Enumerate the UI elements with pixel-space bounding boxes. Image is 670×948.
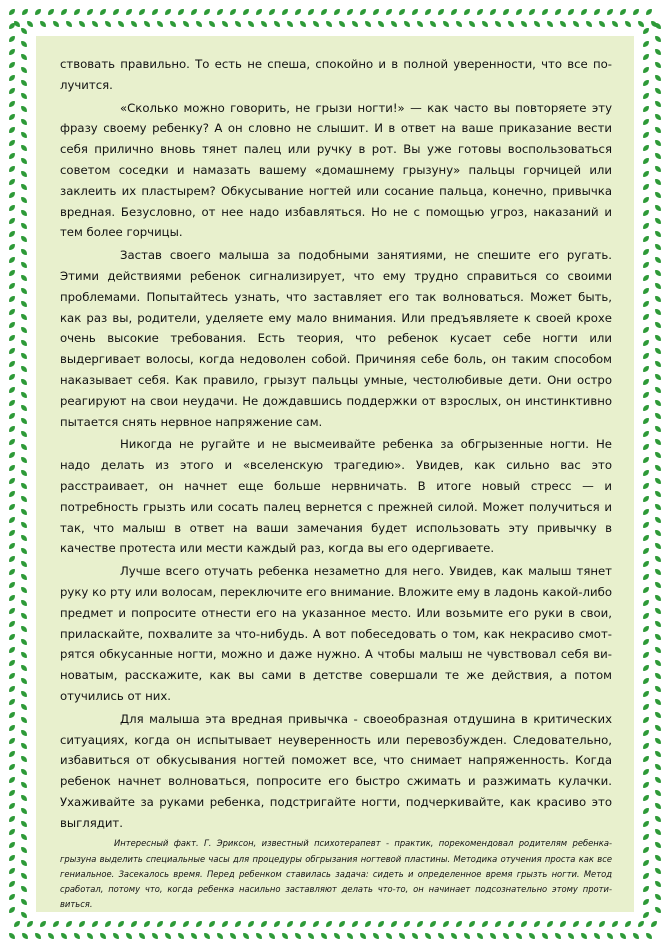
paragraph-3: Застав своего малыша за подобными занятиями, не спешите его ругать. Этими действиями ребенок сигнализирует, что ему трудно справиться со своими проблемами. Попытайтесь узнать, что заставляет его так волноваться. Может быть, как раз вы, родители, уделяете ему мало внимания. Или предъявляете к своей крохе очень высокие требования. Есть теория, что ребенок кусает себе ногти или выдергивает волосы, когда недоволен собой. Причиняя себе боль, он таким способом наказывает себя. Как правило, грызут пальцы умные, честолюбивые дети. Они остро реагируют на свои неудачи. Не дождавшись поддержки от взрослых, он инстинктивно пытается снять нервное напряжение сам. bbox=[60, 248, 612, 429]
paragraph-2: «Сколько можно говорить, не грызи ногти!» — как часто вы повторяете эту фразу своему ребенку? А он словно не слышит. И в ответ на ваше приказание вести себя прилично вновь тянет палец или ручку в рот. Вы уже готовы воспользоваться советом соседки и намазать вашему «домашнему грызуну» пальцы горчицей или заклеить их пластырем? Обкусывание ногтей или сосание пальца, конечно, привычка вредная. Безусловно, от нее надо избавляться. Но не с помощью угроз, наказаний и тем более горчицы. bbox=[60, 100, 612, 240]
paragraph-5: Лучше всего отучать ребенка незаметно для него. Увидев, как малыш тянет руку ко рту или волосам, переключите его внимание. Вложите ему в ладонь какой-либо предмет и попросите отнести его на указанное место. Или возьмите его руки в свои, приласкайте, похвалите за что-нибудь. А вот побеседовать о том, как некрасиво смотрятся обкусанные ногти, можно и даже нужно. А чтобы малыш не чувствовал себя виноватым, расскажите, как вы сами в детстве совершали те же действия, а потом отучились от них. bbox=[60, 564, 612, 703]
paragraph-1: ствовать правильно. То есть не спеша, спокойно и в полной уверенности, что все получится. bbox=[60, 57, 612, 92]
article-body bbox=[60, 54, 612, 913]
paragraph-4: Никогда не ругайте и не высмеивайте ребенка за обгрызенные ногти. Не надо делать из этого и «вселенскую трагедию». Увидев, как сильно вас это расстраивает, он начнет еще больше нервничать. В итоге новый стресс — и потребность грызть или сосать палец вернется с прежней силой. Может получиться и так, что малыш в ответ на ваши замечания будет использовать эту привычку в качестве протеста или мести каждый раз, когда вы его одергиваете. bbox=[60, 437, 612, 556]
paragraph-6: Для малыша эта вредная привычка - своеобразная отдушина в критических ситуациях, когда он испытывает неуверенность или перевозбужден. Следовательно, избавиться от обкусывания ногтей поможет все, что снимает напряженность. Когда ребенок начнет волноваться, попросите его быстро сжимать и разжимать кулачки. Ухаживайте за руками ребенка, подстригайте ногти, подчеркивайте, как красиво это выглядит. bbox=[60, 711, 612, 830]
interesting-fact: Интересный факт. Г. Эриксон, известный психотерапевт - практик, порекомендовал родителям ребенка-грызуна выделить специальные часы для процедуры обгрызания ногтевой пластины. Методика отучения проста как все гениальное. Засекалось время. Перед ребенком ставилась задача: сидеть и определенное время грызть ногти. Метод сработал, потому что, когда ребенка насильно заставляют делать что-то, он начинает подсознательно этому противиться. bbox=[60, 838, 612, 910]
